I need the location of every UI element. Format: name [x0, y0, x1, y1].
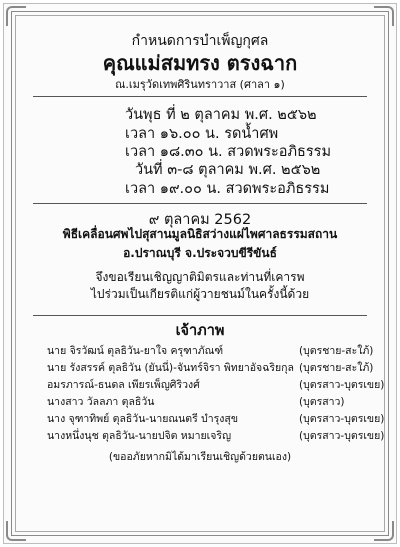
funeral-card: [3, 3, 397, 544]
procession-place: อ.ปราณบุรี จ.ประจวบขีรีขันธ์: [123, 246, 277, 260]
footnote: (ขออภัยหากมิได้มาเรียนเชิญด้วยตนเอง): [108, 451, 292, 463]
divider: [33, 203, 367, 204]
invitation-line: จึงขอเรียนเชิญญาติมิตรและท่านที่เคารพ: [95, 270, 305, 284]
host-relation: (บุตรสาว-บุตรเขย): [299, 413, 385, 425]
heading-line: กำหนดการบำเพ็ญกุศล: [131, 33, 269, 49]
corner-ornament-top-left: [6, 6, 26, 26]
host-name: นาง จุฑาทิพย์ ตุลธิวัน-นายณนตรี บำรุงสุข: [47, 413, 239, 425]
divider: [33, 96, 367, 97]
host-relation: (บุตรชาย-สะใภ้): [299, 362, 374, 374]
deceased-name: คุณแม่สมทรง ตรงฉาก: [102, 51, 298, 75]
host-name: นางหนึ่งนุช ตุลธิวัน-นายปจิต หมายเจริญ: [47, 430, 232, 442]
divider: [33, 315, 367, 316]
hosts-title: เจ้าภาพ: [175, 323, 225, 339]
host-relation: (บุตรสาว-บุตรเขย): [299, 430, 385, 442]
invitation-line: ไปร่วมเป็นเกียรติแก่ผู้วายชนม์ในครั้งนี้ด้วย: [90, 287, 310, 301]
schedule-line: เวลา ๑๘.๓๐ น. สวดพระอภิธรรม: [125, 144, 332, 160]
host-name: นางสาว วัลลภา ตุลธิวัน: [47, 396, 155, 408]
host-relation: (บุตรสาว): [299, 396, 345, 408]
schedule-line: วันพุธ ที่ ๒ ตุลาคม พ.ศ. ๒๕๖๒: [125, 107, 317, 123]
host-relation: (บุตรสาว-บุตรเขย): [299, 379, 385, 391]
corner-ornament-top-right: [374, 6, 394, 26]
host-name: อมรภารณ์-ธนดล เพียรเพ็ญศิริวงศ์: [47, 379, 200, 391]
corner-ornament-bottom-left: [6, 521, 26, 541]
corner-ornament-bottom-right: [374, 521, 394, 541]
schedule-line: เวลา ๑๖.๐๐ น. รดน้ำศพ: [125, 126, 279, 142]
host-name: นาย จิรวัฒน์ ตุลธิวัน-ยาใจ ครุฑาภัณฑ์: [47, 345, 224, 357]
host-relation: (บุตรชาย-สะใภ้): [299, 345, 374, 357]
venue: ณ.เมรุวัดเทพศิรินทราวาส (ศาลา ๑): [115, 78, 285, 91]
procession-date: ๙ ตุลาคม 2562: [148, 212, 252, 228]
procession-ceremony: พิธีเคลื่อนศพไปสุสานมูลนิธิสว่างแผ่ไพศาลธรรมสถาน: [62, 227, 338, 241]
schedule-line: วันที่ ๓-๘ ตุลาคม พ.ศ. ๒๕๖๒: [135, 162, 321, 178]
host-name: นาย รังสรรค์ ตุลธิวัน (ยันนี่)-จันทร์จิรา พิทยาอัจฉริยกุล: [47, 362, 294, 374]
schedule-line: เวลา ๑๙.๐๐ น. สวดพระอภิธรรม: [125, 181, 330, 197]
